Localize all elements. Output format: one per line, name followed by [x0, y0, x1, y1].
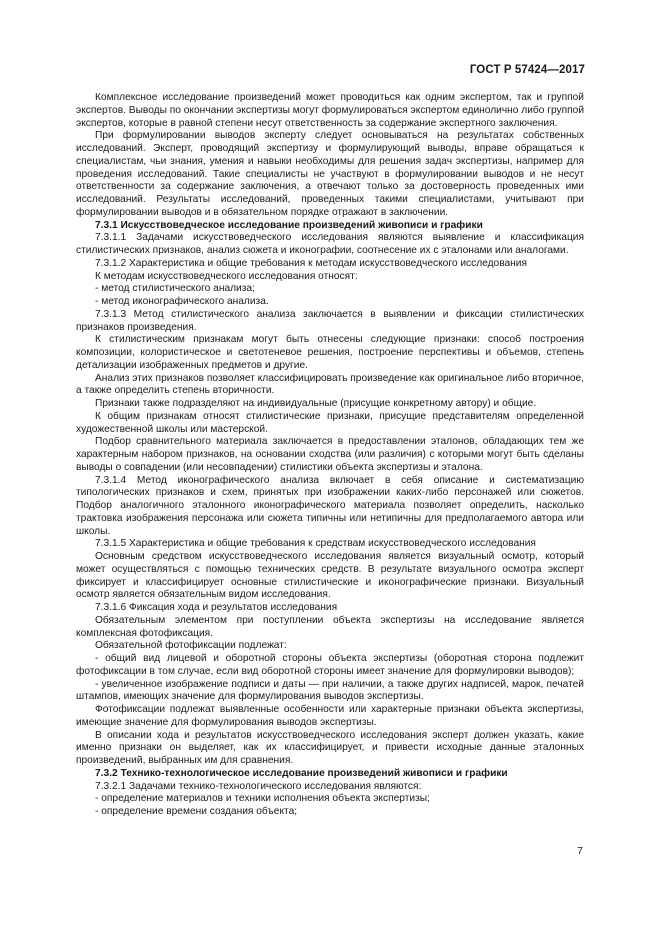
paragraph: 7.3.1.1 Задачами искусствоведческого исследования являются выявление и классификация стилистических признаков, анализ сюжета и иконографии, соотнесение их с эталонами или аналогами. — [76, 232, 584, 256]
standard-header: ГОСТ Р 57424—2017 — [469, 64, 585, 76]
paragraph: 7.3.1.5 Характеристика и общие требования к средствам искусствоведческого исследования — [95, 538, 536, 550]
list-item: - метод иконографического анализа. — [95, 296, 269, 307]
paragraph: В описании хода и результатов искусствоведческого исследования эксперт должен указать, какие именно признаки он выделяет, как их классифицирует, и привести исходные данные эталонных произведений, выбранных им для сравнения. — [76, 729, 584, 766]
paragraph: Анализ этих признаков позволяет классифицировать произведение как оригинальное либо вторичное, а также определить степень вторичности. — [76, 372, 584, 397]
list-item: - определение времени создания объекта; — [95, 806, 298, 817]
paragraph: К стилистическим признакам могут быть отнесены следующие признаки: способ построения композиции, колористическое и светотеневое решения, построение перспективы и объемов, степень детализации изображенных предметов и другие. — [76, 334, 584, 371]
paragraph: Фотофиксации подлежат выявленные особенности или характерные признаки объекта экспертизы, имеющие значение для формулирования выводов экспертизы. — [76, 704, 584, 728]
body-text — [76, 92, 584, 819]
section-heading: 7.3.1 Искусствоведческое исследование произведений живописи и графики — [95, 219, 483, 231]
paragraph: К общим признакам относят стилистические признаки, присущие представителям определенной художественной школы или мастерской. — [76, 410, 584, 435]
list-item: - увеличенное изображение подписи и даты — при наличии, а также других надписей, марок, печатей штампов, имеющих значение для формулирования выводов экспертизы. — [76, 678, 584, 703]
paragraph: Обязательной фотофиксации подлежат: — [95, 640, 287, 652]
paragraph: 7.3.1.4 Метод иконографического анализа включает в себя описание и систематизацию типологических признаков и схем, принятых при изображении каких-либо персонажей или сюжетов. Подбор аналогичного эталонного иконографического материала позволяет определить, насколько трактовка изображения персонажа или сюжета типичны или нетипичны для предполагаемого автора или школы. — [76, 474, 584, 537]
section-heading: 7.3.2 Технико-технологическое исследование произведений живописи и графики — [95, 767, 508, 779]
page-number: 7 — [577, 845, 583, 857]
list-item: - метод стилистического анализа; — [95, 283, 255, 295]
paragraph: К методам искусствоведческого исследования относят: — [95, 270, 358, 282]
paragraph: Признаки также подразделяют на индивидуальные (присущие конкретному автору) и общие. — [95, 398, 537, 409]
paragraph: 7.3.2.1 Задачами технико-технологического исследования являются: — [95, 780, 422, 792]
paragraph: При формулировании выводов эксперту следует основываться на результатах собственных исследований. Эксперт, проводящий экспертизу и формулирующий выводы, вправе обращаться к специалистам, чьи знания, умения и навыки необходимы для решения задач экспертизы, например для проведения исследований. Такие специалисты не участвуют в формулировании выводов и не несут ответственности за содержание заключения, а отвечают только за достоверность проведенных ими исследований. Результаты исследований, проведенных такими специалистами, учитывают при формулировании выводов и в обязательном порядке отражают в заключении. — [76, 130, 584, 218]
list-item: - определение материалов и техники исполнения объекта экспертизы; — [95, 793, 430, 805]
paragraph: Комплексное исследование произведений может проводиться как одним экспертом, так и группой экспертов. Выводы по окончании экспертизы могут формулироваться экспертом единолично либо группой экспертов, которые в равной степени несут ответственность за содержание экспертного заключения. — [76, 92, 585, 129]
paragraph: 7.3.1.2 Характеристика и общие требования к методам искусствоведческого исследования — [95, 257, 528, 269]
paragraph: 7.3.1.6 Фиксация хода и результатов исследования — [95, 602, 338, 613]
paragraph: Обязательным элементом при поступлении объекта экспертизы на исследование является комплексная фотофиксация. — [76, 614, 584, 639]
paragraph: 7.3.1.3 Метод стилистического анализа заключается в выявлении и фиксации стилистических признаков произведения. — [76, 308, 584, 333]
paragraph: Подбор сравнительного материала заключается в предоставлении эталонов, обладающих тем же характерным набором признаков, на основании сходства (или различия) с которыми могут быть сделаны выводы о совпадении (или несовпадении) стилистики объекта экспертизы и эталона. — [76, 436, 584, 473]
list-item: - общий вид лицевой и оборотной стороны объекта экспертизы (оборотная сторона подлежит фотофиксации в том случае, если вид оборотной стороны имеет значение для формулировки выводов); — [76, 653, 584, 677]
paragraph: Основным средством искусствоведческого исследования является визуальный осмотр, который может осуществляться с помощью технических средств. В результате визуального осмотра эксперт фиксирует и классифицирует основные стилистические и иконографические признаки. Визуальный осмотр является обязательным видом исследования. — [76, 551, 584, 601]
